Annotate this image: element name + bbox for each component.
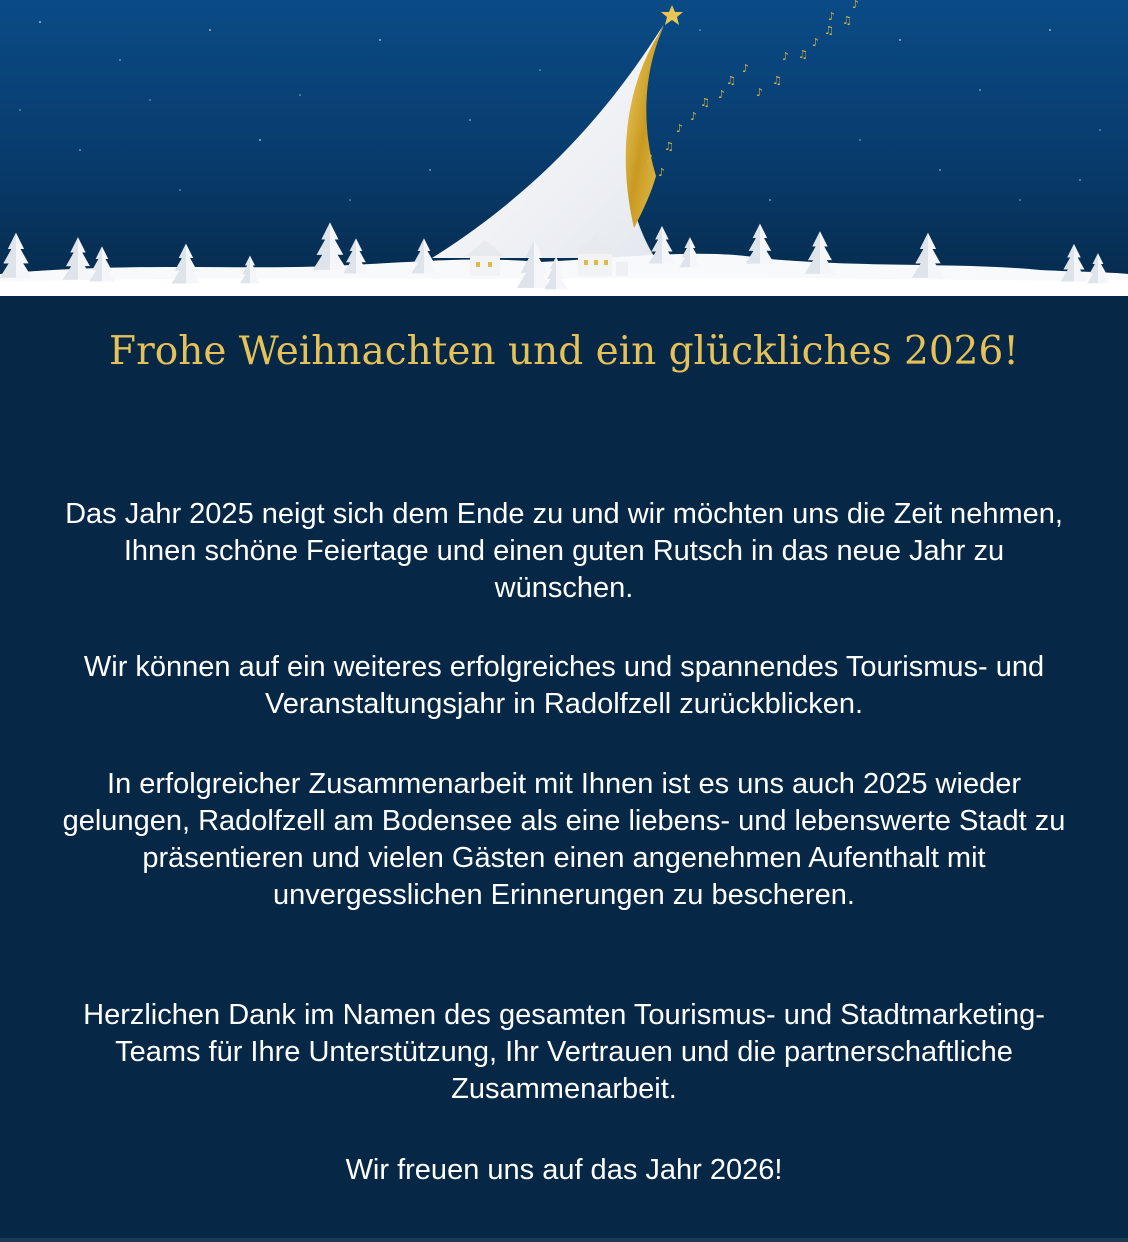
greeting-paragraph: In erfolgreicher Zusammenarbeit mit Ihnen ist es uns auch 2025 wieder gelungen, Radolfzell am Bodensee als eine liebens- und lebenswerte Stadt zu präsentieren und vielen Gästen einen angenehmen Aufenthalt mit unvergesslichen Erinnerungen zu bescheren. — [62, 768, 1066, 911]
svg-text:♫: ♫ — [726, 74, 736, 87]
greeting-closing: Wir freuen uns auf das Jahr 2026! — [345, 1154, 783, 1186]
svg-text:♪: ♪ — [812, 36, 820, 49]
svg-text:♫: ♫ — [664, 140, 674, 153]
greeting-content — [0, 296, 1128, 1242]
greeting-headline: Frohe Weihnachten und ein glückliches 2026! — [109, 329, 1019, 374]
svg-text:♫: ♫ — [824, 24, 834, 37]
svg-text:♪: ♪ — [658, 166, 666, 179]
svg-text:♪: ♪ — [756, 86, 764, 99]
svg-text:♪: ♪ — [828, 10, 836, 23]
svg-text:♪: ♪ — [676, 122, 684, 135]
svg-text:♪: ♪ — [782, 50, 790, 63]
svg-text:♪: ♪ — [718, 88, 726, 101]
svg-text:♪: ♪ — [852, 0, 860, 11]
svg-text:♪: ♪ — [646, 152, 654, 165]
winter-night-banner — [0, 0, 1128, 296]
svg-text:♫: ♫ — [700, 96, 710, 109]
svg-text:♪: ♪ — [690, 110, 698, 123]
svg-text:♫: ♫ — [842, 14, 852, 27]
bottom-divider — [0, 1238, 1128, 1242]
greeting-paragraph: Herzlichen Dank im Namen des gesamten Tourismus- und Stadtmarketing-Teams für Ihre Unterstützung, Ihr Vertrauen und die partnerschaftliche Zusammenarbeit. — [83, 999, 1045, 1105]
greeting-paragraph: Das Jahr 2025 neigt sich dem Ende zu und wir möchten uns die Zeit nehmen, Ihnen schöne Feiertage und einen guten Rutsch in das neue Jahr zu wünschen. — [65, 498, 1063, 604]
winter-scene-illustration — [0, 0, 1128, 296]
svg-text:♫: ♫ — [772, 74, 782, 87]
svg-text:♫: ♫ — [798, 48, 808, 61]
greeting-paragraph: Wir können auf ein weiteres erfolgreiches und spannendes Tourismus- und Veranstaltungsjahr in Radolfzell zurückblicken. — [83, 651, 1045, 720]
svg-text:♪: ♪ — [742, 62, 750, 75]
